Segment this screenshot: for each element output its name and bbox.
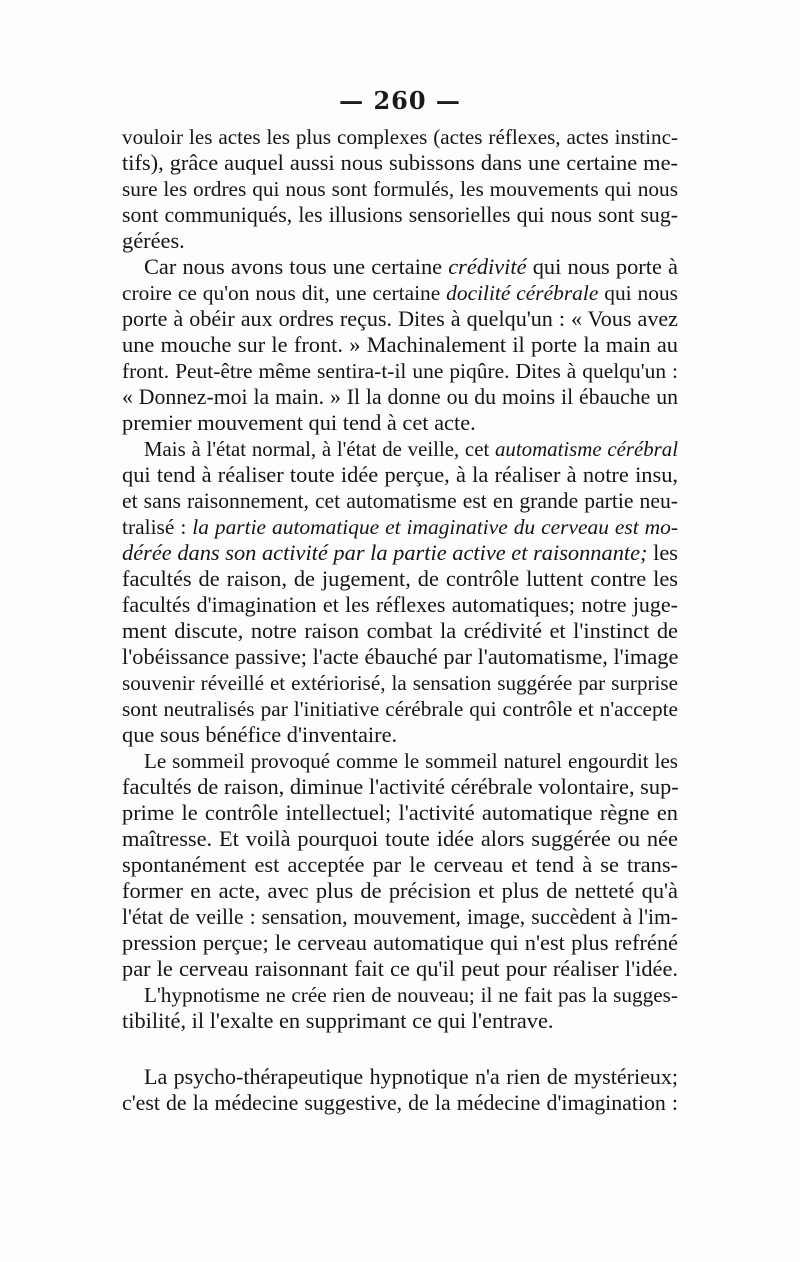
text-segment: et sans raisonnement, cet automatisme est en grande partie neu- (122, 489, 678, 513)
text-segment: facultés d'imagination et les réflexes automatiques; notre juge- (122, 592, 678, 617)
text-segment: souvenir réveillé et extériorisé, la sensation suggérée par surprise (122, 671, 678, 695)
text-segment: une mouche sur le front. » Machinalement il porte la main au (122, 332, 678, 357)
text-line (122, 696, 678, 722)
text-segment: L'hypnotisme ne crée rien de nouveau; il ne fait pas la sugges- (144, 983, 678, 1007)
text-segment: Mais à l'état normal, à l'état de veille, cet (144, 437, 495, 461)
text-line (122, 618, 678, 644)
text-line (122, 540, 678, 566)
text-segment: sont neutralisés par l'initiative cérébrale qui contrôle et n'accepte (122, 697, 678, 721)
text-segment: gérées. (122, 228, 185, 253)
text-segment: prime le contrôle intellectuel; l'activité automatique règne en (122, 800, 678, 825)
text-line (122, 306, 678, 332)
text-segment: facultés de raison, diminue l'activité cérébrale volontaire, sup- (122, 774, 679, 799)
text-line (122, 592, 678, 618)
text-segment: La psycho-thérapeutique hypnotique n'a rien de mystérieux; (144, 1064, 678, 1089)
text-segment: les (647, 540, 678, 565)
text-segment: Car nous avons tous une certaine (144, 254, 449, 279)
text-line (122, 150, 678, 176)
italic-text: dérée dans son activité par la partie active et raisonnante; (122, 540, 648, 565)
text-line (122, 1008, 678, 1034)
text-segment: maîtresse. Et voilà pourquoi toute idée alors suggérée ou née (122, 826, 678, 851)
text-segment: spontanément est acceptée par le cerveau et tend à se trans- (122, 852, 678, 877)
text-line (122, 436, 678, 462)
text-segment: croire ce qu'on nous dit, une certaine (122, 281, 447, 305)
text-line (122, 644, 678, 670)
text-segment: tifs), grâce auquel aussi nous subissons dans une certaine me- (122, 150, 678, 175)
text-segment: tibilité, il l'exalte en supprimant ce qui l'entrave. (122, 1008, 554, 1033)
text-segment: front. Peut-être même sentira-t-il une piqûre. Dites à quelqu'un : (122, 359, 678, 383)
text-segment: que sous bénéfice d'inventaire. (122, 722, 398, 747)
text-segment: qui nous porte à (526, 254, 678, 279)
text-line (122, 800, 678, 826)
text-line (122, 384, 678, 410)
text-segment: Le sommeil provoqué comme le sommeil naturel engourdit les (144, 749, 678, 773)
text-segment: ment discute, notre raison combat la crédivité et l'instinct de (122, 618, 678, 643)
text-segment: par le cerveau raisonnant fait ce qu'il peut pour réaliser l'idée. (122, 956, 678, 981)
italic-text: la partie automatique et imaginative du cerveau est mo- (192, 515, 678, 539)
text-line (122, 670, 678, 696)
text-line (122, 358, 678, 384)
text-line (122, 722, 678, 748)
text-line (122, 462, 678, 488)
text-segment: c'est de la médecine suggestive, de la médecine d'imagination : (122, 1091, 678, 1115)
text-segment: l'état de veille : sensation, mouvement, image, succèdent à l'im- (122, 905, 678, 929)
text-line (122, 410, 678, 436)
text-segment: former en acte, avec plus de précision et plus de netteté qu'à (122, 878, 678, 903)
text-segment: sure les ordres qui nous sont formulés, les mouvements qui nous (122, 177, 678, 201)
paragraph-gap (122, 1034, 678, 1064)
text-line (122, 774, 678, 800)
text-line (122, 826, 678, 852)
text-line (122, 748, 678, 774)
text-segment: sont communiqués, les illusions sensorielles qui nous sont sug- (122, 203, 678, 227)
text-line (122, 488, 678, 514)
text-line (122, 176, 678, 202)
text-line (122, 332, 678, 358)
text-line (122, 956, 678, 982)
text-segment: vouloir les actes les plus complexes (actes réflexes, actes instinc- (122, 125, 678, 149)
text-segment: « Donnez-moi la main. » Il la donne ou du moins il ébauche un (122, 385, 678, 409)
italic-text: docilité cérébrale (446, 281, 599, 305)
text-line (122, 228, 678, 254)
text-segment: qui nous (598, 281, 678, 305)
text-segment: l'obéissance passive; l'acte ébauché par l'automatisme, l'image (122, 644, 679, 669)
text-line (122, 904, 678, 930)
text-segment: pression perçue; le cerveau automatique qui n'est plus refréné (122, 930, 678, 955)
text-line (122, 202, 678, 228)
text-line (122, 1090, 678, 1116)
text-line (122, 930, 678, 956)
text-line (122, 566, 678, 592)
text-segment: premier mouvement qui tend à cet acte. (122, 410, 476, 435)
text-segment: facultés de raison, de jugement, de contrôle luttent contre les (122, 566, 678, 591)
italic-text: crédivité (448, 254, 527, 279)
text-line (122, 878, 678, 904)
text-line (122, 254, 678, 280)
text-line (122, 280, 678, 306)
text-line (122, 982, 678, 1008)
text-segment: tralisé : (122, 515, 193, 539)
text-line (122, 1064, 678, 1090)
text-line (122, 852, 678, 878)
text-segment: porte à obéir aux ordres reçus. Dites à quelqu'un : « Vous avez (122, 306, 678, 331)
italic-text: automatisme cérébral (494, 437, 678, 461)
body-text (122, 124, 678, 1116)
text-line (122, 514, 678, 540)
text-line (122, 124, 678, 150)
text-segment: qui tend à réaliser toute idée perçue, à la réaliser à notre insu, (122, 462, 678, 487)
page-number: — 260 — (339, 86, 461, 115)
